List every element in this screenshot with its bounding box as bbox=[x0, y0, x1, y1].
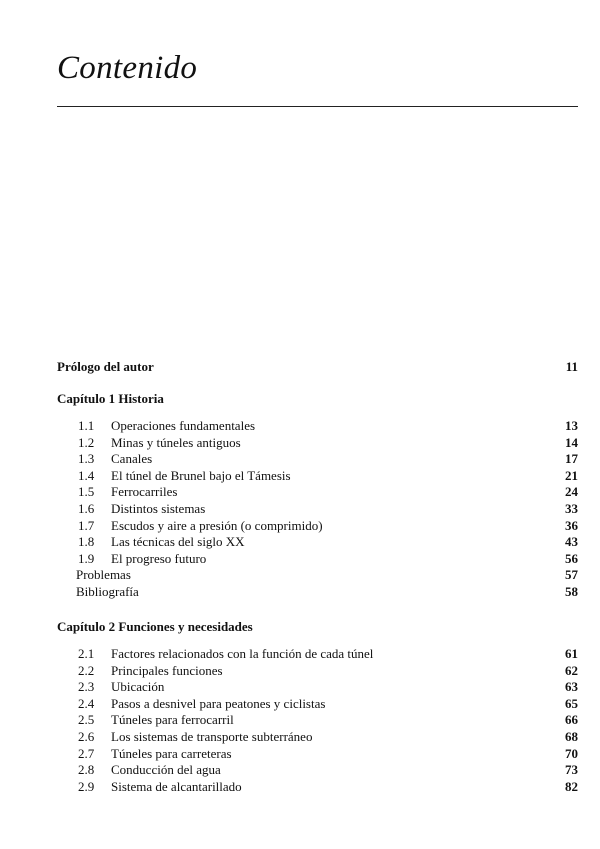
toc-entry-page: 70 bbox=[565, 745, 578, 761]
toc-entry-title: Ferrocarriles bbox=[111, 484, 178, 500]
toc-entry-title: Escudos y aire a presión (o comprimido) bbox=[111, 517, 323, 533]
toc-entry-title: El túnel de Brunel bajo el Támesis bbox=[111, 467, 291, 483]
toc-entry-page: 66 bbox=[565, 712, 578, 728]
toc-entry-number: 1.3 bbox=[78, 451, 95, 467]
toc-entry-number: 1.4 bbox=[78, 467, 95, 483]
toc-extra-page: 57 bbox=[565, 567, 578, 583]
toc-entry-title: Ubicación bbox=[111, 679, 165, 695]
toc-entry-page: 33 bbox=[565, 501, 578, 516]
toc-entry-page: 24 bbox=[565, 484, 578, 500]
toc-entry-title: Pasos a desnivel para peatones y ciclistas bbox=[111, 695, 326, 711]
toc-entry-page: 13 bbox=[565, 418, 578, 433]
toc-prologue-label: Prólogo del autor bbox=[57, 359, 154, 374]
toc-entry-page: 56 bbox=[565, 550, 578, 566]
toc-entry-title: Minas y túneles antiguos bbox=[111, 434, 241, 450]
page-title: Contenido bbox=[57, 50, 198, 86]
toc-entry-page: 63 bbox=[565, 679, 578, 695]
toc-extra-page: 58 bbox=[565, 584, 578, 599]
toc-entry-title: Canales bbox=[111, 451, 153, 467]
toc-entry-number: 2.8 bbox=[78, 762, 95, 778]
toc-entry-number: 2.9 bbox=[78, 778, 95, 794]
toc-chapter-title: Capítulo 2 Funciones y necesidades bbox=[57, 619, 253, 634]
toc-prologue-page: 11 bbox=[565, 359, 578, 374]
toc-entry-number: 1.1 bbox=[78, 418, 95, 433]
toc-entry-number: 2.5 bbox=[78, 712, 95, 728]
title-rule bbox=[57, 106, 578, 107]
toc-entry-page: 17 bbox=[565, 451, 578, 467]
toc-entry-page: 68 bbox=[565, 729, 578, 744]
toc-entry-number: 2.7 bbox=[78, 745, 95, 761]
toc-entry-title: Túneles para carreteras bbox=[111, 745, 232, 761]
toc-entry-number: 1.7 bbox=[78, 517, 95, 533]
toc-entry-title: Conducción del agua bbox=[111, 762, 221, 778]
toc-entry-page: 82 bbox=[565, 778, 578, 794]
toc-entry-title: Las técnicas del siglo XX bbox=[111, 534, 245, 550]
toc-entry-page: 21 bbox=[565, 467, 578, 483]
toc-entry-page: 62 bbox=[565, 662, 578, 678]
toc-entry-number: 1.8 bbox=[78, 534, 95, 550]
toc-entry-page: 73 bbox=[565, 762, 578, 778]
toc-entry-number: 1.9 bbox=[78, 550, 95, 566]
toc-entry-page: 36 bbox=[565, 517, 578, 533]
toc-entry-title: Túneles para ferrocarril bbox=[111, 712, 234, 728]
toc-entry-page: 65 bbox=[565, 695, 578, 711]
toc-entry-number: 2.1 bbox=[78, 646, 95, 661]
toc-entry-title: Factores relacionados con la función de cada túnel bbox=[111, 646, 374, 661]
toc-entry-number: 2.2 bbox=[78, 662, 95, 678]
toc-extra-title: Bibliografía bbox=[76, 584, 139, 599]
toc-entry-number: 2.4 bbox=[78, 695, 95, 711]
toc-entry-number: 1.2 bbox=[78, 434, 95, 450]
toc-chapter-title: Capítulo 1 Historia bbox=[57, 391, 164, 406]
toc-entry-page: 14 bbox=[565, 434, 578, 450]
toc-extra-title: Problemas bbox=[76, 567, 131, 583]
toc-entry-number: 2.6 bbox=[78, 729, 95, 744]
toc-entry-title: El progreso futuro bbox=[111, 550, 207, 566]
toc-entry-title: Principales funciones bbox=[111, 662, 223, 678]
toc-entry-number: 1.5 bbox=[78, 484, 95, 500]
toc-entry-title: Sistema de alcantarillado bbox=[111, 778, 242, 794]
toc-entry-page: 43 bbox=[565, 534, 578, 550]
toc-entry-number: 1.6 bbox=[78, 501, 95, 516]
toc-entry-number: 2.3 bbox=[78, 679, 95, 695]
toc-entry-page: 61 bbox=[565, 646, 578, 661]
toc-entry-title: Los sistemas de transporte subterráneo bbox=[111, 729, 313, 744]
toc-entry-title: Operaciones fundamentales bbox=[111, 418, 256, 433]
toc-entry-title: Distintos sistemas bbox=[111, 501, 206, 516]
